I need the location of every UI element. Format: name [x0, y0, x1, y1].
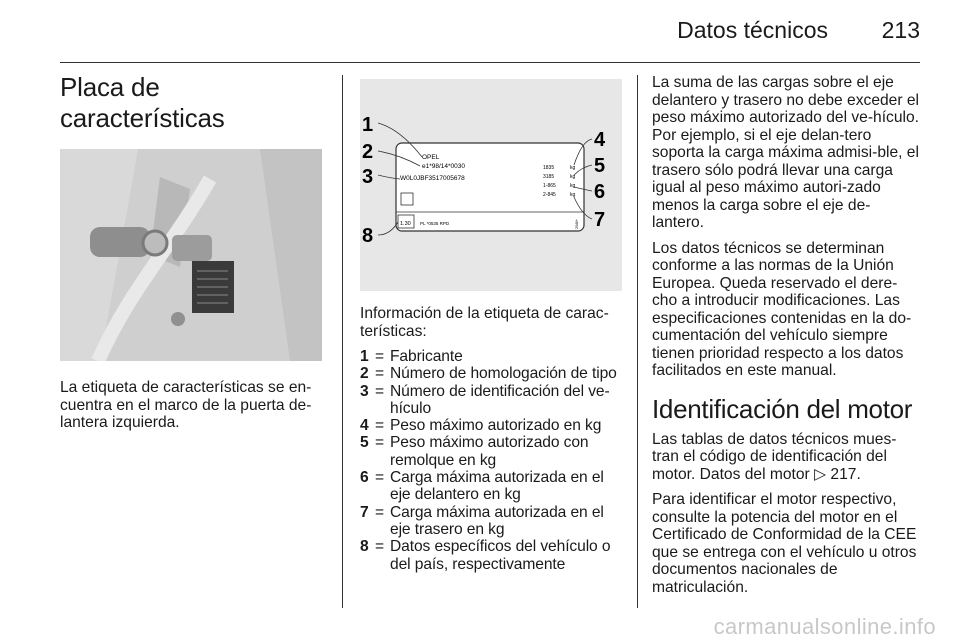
paragraph-text: .	[856, 465, 861, 483]
plate-diagram-svg	[360, 79, 622, 291]
diagram-label: 4	[594, 129, 606, 151]
photo-caption: La etiqueta de características se en-cuentra en el marco de la puerta de-lantera izquierda.	[60, 379, 312, 431]
legend-number: 4	[360, 417, 369, 435]
legend-item	[360, 504, 622, 539]
page-number: 213	[881, 17, 920, 43]
legend-number: 8	[360, 538, 369, 556]
legend-number: 2	[360, 365, 369, 383]
diagram-label: 1	[362, 114, 374, 136]
paragraph-text: Las tablas de datos técnicos mues-tran el código de identificación del motor. Datos del motor	[652, 430, 897, 483]
plate-side-text: 298/+	[574, 218, 579, 229]
legend-equals: =	[375, 503, 385, 521]
column-1	[60, 72, 324, 440]
legend-text: Peso máximo autorizado en kg	[390, 417, 602, 435]
watermark: carmanualsonline.info	[713, 614, 936, 639]
diagram-label: 8	[362, 225, 374, 247]
plate-unit: kg	[570, 192, 576, 198]
section-title: Placa de características	[60, 72, 225, 133]
diagram-label: 3	[362, 166, 374, 188]
legend-text: Número de homologación de tipo	[390, 365, 617, 383]
legend-equals: =	[375, 538, 385, 556]
page-reference-link[interactable]: 217	[830, 465, 857, 483]
section-title: Identificación del motor	[652, 393, 913, 424]
legend-item	[360, 348, 622, 365]
plate-weight: 1835	[543, 165, 555, 171]
door-frame-photo	[60, 149, 322, 361]
legend-text: Carga máxima autorizada en el eje delantero en kg	[390, 469, 604, 504]
plate-brand: OPEL	[422, 154, 440, 161]
column-3	[652, 74, 922, 604]
plate-unit: kg	[570, 165, 576, 171]
plate-weight: 1-865	[543, 183, 556, 189]
plate-weight: 2-845	[543, 192, 556, 198]
legend-equals: =	[375, 469, 385, 487]
plate-unit: kg	[570, 183, 576, 189]
paragraph-engine-identify: Para identificar el motor respectivo, consulte la potencia del motor en el Certificado de Conformidad de la CEE que se entrega con el vehículo u otros documentos nacionales de matriculación.	[652, 491, 917, 596]
paragraph-axle-load: La suma de las cargas sobre el eje delantero y trasero no debe exceder el peso máximo autorizado del ve-hículo. Por ejemplo, si el eje delan-tero soporta la carga máxima admisi-ble, el trasero sólo podrá llevar una carga igual al peso máximo autori-zado menos la carga sobre el eje de-lantero.	[652, 74, 919, 231]
page-reference-arrow-icon: ▷	[814, 465, 827, 483]
legend-number: 6	[360, 469, 369, 487]
legend-number: 7	[360, 503, 369, 521]
legend-equals: =	[375, 348, 385, 365]
legend-item	[360, 365, 622, 382]
plate-code-box: 1.30	[400, 221, 411, 227]
page-header	[60, 0, 920, 63]
plate-vin: W0L0JBF3517005678	[400, 175, 465, 182]
diagram-label: 2	[362, 141, 374, 163]
legend-text: Número de identificación del ve-hículo	[390, 382, 610, 417]
plate-weight: 3185	[543, 174, 555, 180]
diagram-label: 6	[594, 181, 606, 203]
legend-text: Datos específicos del vehículo o del país, respectivamente	[390, 538, 611, 573]
door-frame-illustration	[60, 149, 322, 361]
legend-item	[360, 383, 622, 418]
legend-number: 1	[360, 348, 369, 365]
diagram-label: 5	[594, 155, 606, 177]
legend-list	[360, 348, 622, 573]
legend-text: Peso máximo autorizado con remolque en kg	[390, 434, 589, 469]
plate-extra: PL *0535 RPD	[420, 221, 450, 226]
legend-text: Fabricante	[390, 348, 463, 365]
plate-approval: e1*98/14*0030	[422, 163, 466, 170]
legend-equals: =	[375, 382, 385, 400]
column-divider	[637, 75, 638, 608]
column-divider	[342, 75, 343, 608]
legend-equals: =	[375, 417, 385, 435]
paragraph-engine-tables	[652, 431, 922, 484]
legend-item	[360, 538, 622, 573]
plate-unit: kg	[570, 174, 576, 180]
plate-diagram	[360, 79, 622, 291]
legend-intro: Información de la etiqueta de carac-terísticas:	[360, 305, 609, 340]
legend-equals: =	[375, 365, 385, 383]
legend-item	[360, 469, 622, 504]
legend-item	[360, 434, 622, 469]
legend-item	[360, 417, 622, 434]
legend-equals: =	[375, 434, 385, 452]
legend-number: 5	[360, 434, 369, 452]
header-title: Datos técnicos	[677, 17, 828, 43]
legend-text: Carga máxima autorizada en el eje trasero en kg	[390, 503, 604, 538]
column-2	[360, 72, 622, 573]
paragraph-eu-standards: Los datos técnicos se determinan conforme a las normas de la Unión Europea. Queda reservado el dere-cho a introducir modificaciones. Las especificaciones contenidas en la do-cumentación del vehículo siempre tienen prioridad respecto a los datos facilitados en este manual.	[652, 239, 912, 379]
legend-number: 3	[360, 382, 369, 400]
diagram-label: 7	[594, 209, 606, 231]
